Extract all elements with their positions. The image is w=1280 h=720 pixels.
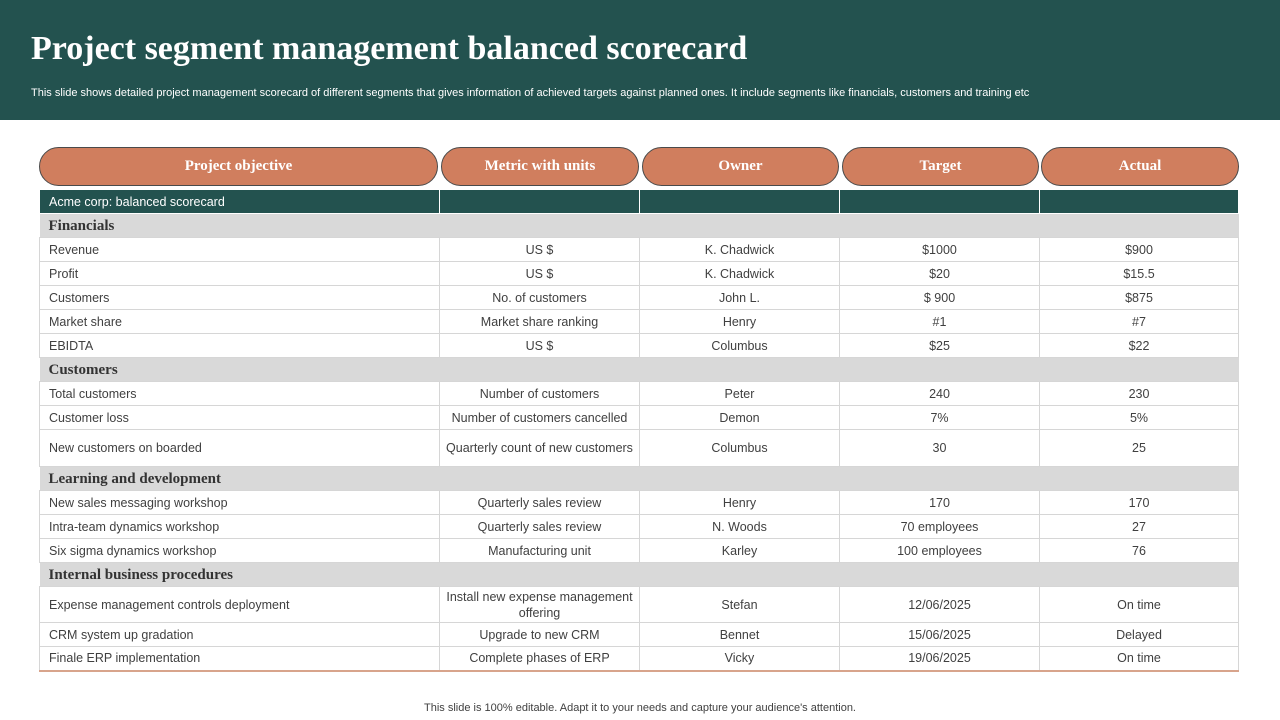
section-title: Customers	[40, 358, 1239, 382]
cell-objective: Six sigma dynamics workshop	[40, 539, 440, 563]
cell-metric: Upgrade to new CRM	[440, 623, 640, 647]
cell-actual: 170	[1040, 491, 1239, 515]
table-row	[40, 647, 1239, 671]
cell-target: 70 employees	[840, 515, 1040, 539]
cell-actual: $15.5	[1040, 262, 1239, 286]
cell-actual: $22	[1040, 334, 1239, 358]
cell-metric: No. of customers	[440, 286, 640, 310]
cell-actual: 25	[1040, 430, 1239, 467]
header-owner: Owner	[642, 147, 839, 186]
section-title: Learning and development	[40, 467, 1239, 491]
cell-metric: Market share ranking	[440, 310, 640, 334]
cell-actual: $875	[1040, 286, 1239, 310]
header-project-objective: Project objective	[39, 147, 438, 186]
cell-actual: 27	[1040, 515, 1239, 539]
table-row	[40, 587, 1239, 623]
cell-owner: Stefan	[640, 587, 840, 623]
cell-actual: On time	[1040, 647, 1239, 671]
table-row	[40, 515, 1239, 539]
cell-objective: New customers on boarded	[40, 430, 440, 467]
cell-target: $1000	[840, 238, 1040, 262]
cell-target: 100 employees	[840, 539, 1040, 563]
company-name: Acme corp: balanced scorecard	[40, 190, 440, 214]
cell-objective: Customers	[40, 286, 440, 310]
cell-target: 7%	[840, 406, 1040, 430]
table-row	[40, 406, 1239, 430]
cell-target: 240	[840, 382, 1040, 406]
cell-owner: K. Chadwick	[640, 238, 840, 262]
cell-actual: $900	[1040, 238, 1239, 262]
table-row	[40, 430, 1239, 467]
cell-owner: Vicky	[640, 647, 840, 671]
cell-owner: Demon	[640, 406, 840, 430]
section-row-learning	[40, 467, 1239, 491]
table-row	[40, 382, 1239, 406]
cell-metric: US $	[440, 238, 640, 262]
cell-objective: EBIDTA	[40, 334, 440, 358]
slide-title: Project segment management balanced scorecard	[31, 30, 748, 67]
cell-objective: Profit	[40, 262, 440, 286]
cell-objective: Total customers	[40, 382, 440, 406]
header-target: Target	[842, 147, 1039, 186]
cell-metric: US $	[440, 334, 640, 358]
cell-target: 19/06/2025	[840, 647, 1040, 671]
cell-target: $ 900	[840, 286, 1040, 310]
cell-objective: CRM system up gradation	[40, 623, 440, 647]
cell-target: 15/06/2025	[840, 623, 1040, 647]
slide-subtitle: This slide shows detailed project management scorecard of different segments that gives information of achieved targets against planned ones. It include segments like financials, customers and training etc	[31, 87, 1030, 99]
table-row	[40, 238, 1239, 262]
section-row-financials	[40, 214, 1239, 238]
title-banner	[0, 0, 1280, 120]
cell-objective: Finale ERP implementation	[40, 647, 440, 671]
table-row	[40, 286, 1239, 310]
cell-actual: Delayed	[1040, 623, 1239, 647]
cell-target: $25	[840, 334, 1040, 358]
cell-actual: 230	[1040, 382, 1239, 406]
cell-objective: Market share	[40, 310, 440, 334]
cell-metric: Number of customers	[440, 382, 640, 406]
cell-objective: Revenue	[40, 238, 440, 262]
section-title: Financials	[40, 214, 1239, 238]
cell-metric: US $	[440, 262, 640, 286]
cell-actual: #7	[1040, 310, 1239, 334]
cell-owner: John L.	[640, 286, 840, 310]
cell-objective: Customer loss	[40, 406, 440, 430]
table-row	[40, 539, 1239, 563]
cell-metric: Number of customers cancelled	[440, 406, 640, 430]
cell-owner: N. Woods	[640, 515, 840, 539]
footer-note: This slide is 100% editable. Adapt it to your needs and capture your audience's attention.	[424, 702, 856, 714]
cell-actual: 5%	[1040, 406, 1239, 430]
cell-owner: Henry	[640, 310, 840, 334]
column-headers	[39, 147, 1239, 186]
header-actual: Actual	[1041, 147, 1239, 186]
cell-owner: K. Chadwick	[640, 262, 840, 286]
cell-target: 30	[840, 430, 1040, 467]
cell-owner: Columbus	[640, 334, 840, 358]
cell-metric: Manufacturing unit	[440, 539, 640, 563]
scorecard-table	[39, 189, 1239, 672]
cell-target: 170	[840, 491, 1040, 515]
cell-objective: New sales messaging workshop	[40, 491, 440, 515]
cell-owner: Karley	[640, 539, 840, 563]
cell-target: $20	[840, 262, 1040, 286]
cell-owner: Peter	[640, 382, 840, 406]
cell-owner: Henry	[640, 491, 840, 515]
section-row-customers	[40, 358, 1239, 382]
cell-actual: 76	[1040, 539, 1239, 563]
company-row	[40, 190, 1239, 214]
cell-actual: On time	[1040, 587, 1239, 623]
cell-metric: Quarterly count of new customers	[440, 430, 640, 467]
cell-metric: Install new expense management offering	[440, 587, 640, 623]
section-row-internal	[40, 563, 1239, 587]
table-row	[40, 262, 1239, 286]
cell-target: #1	[840, 310, 1040, 334]
table-row	[40, 623, 1239, 647]
section-title: Internal business procedures	[40, 563, 1239, 587]
header-metric: Metric with units	[441, 147, 639, 186]
cell-metric: Quarterly sales review	[440, 491, 640, 515]
table-row	[40, 310, 1239, 334]
cell-owner: Bennet	[640, 623, 840, 647]
table-row	[40, 334, 1239, 358]
cell-metric: Complete phases of ERP	[440, 647, 640, 671]
cell-objective: Intra-team dynamics workshop	[40, 515, 440, 539]
cell-owner: Columbus	[640, 430, 840, 467]
cell-objective: Expense management controls deployment	[40, 587, 440, 623]
table-row	[40, 491, 1239, 515]
cell-target: 12/06/2025	[840, 587, 1040, 623]
cell-metric: Quarterly sales review	[440, 515, 640, 539]
